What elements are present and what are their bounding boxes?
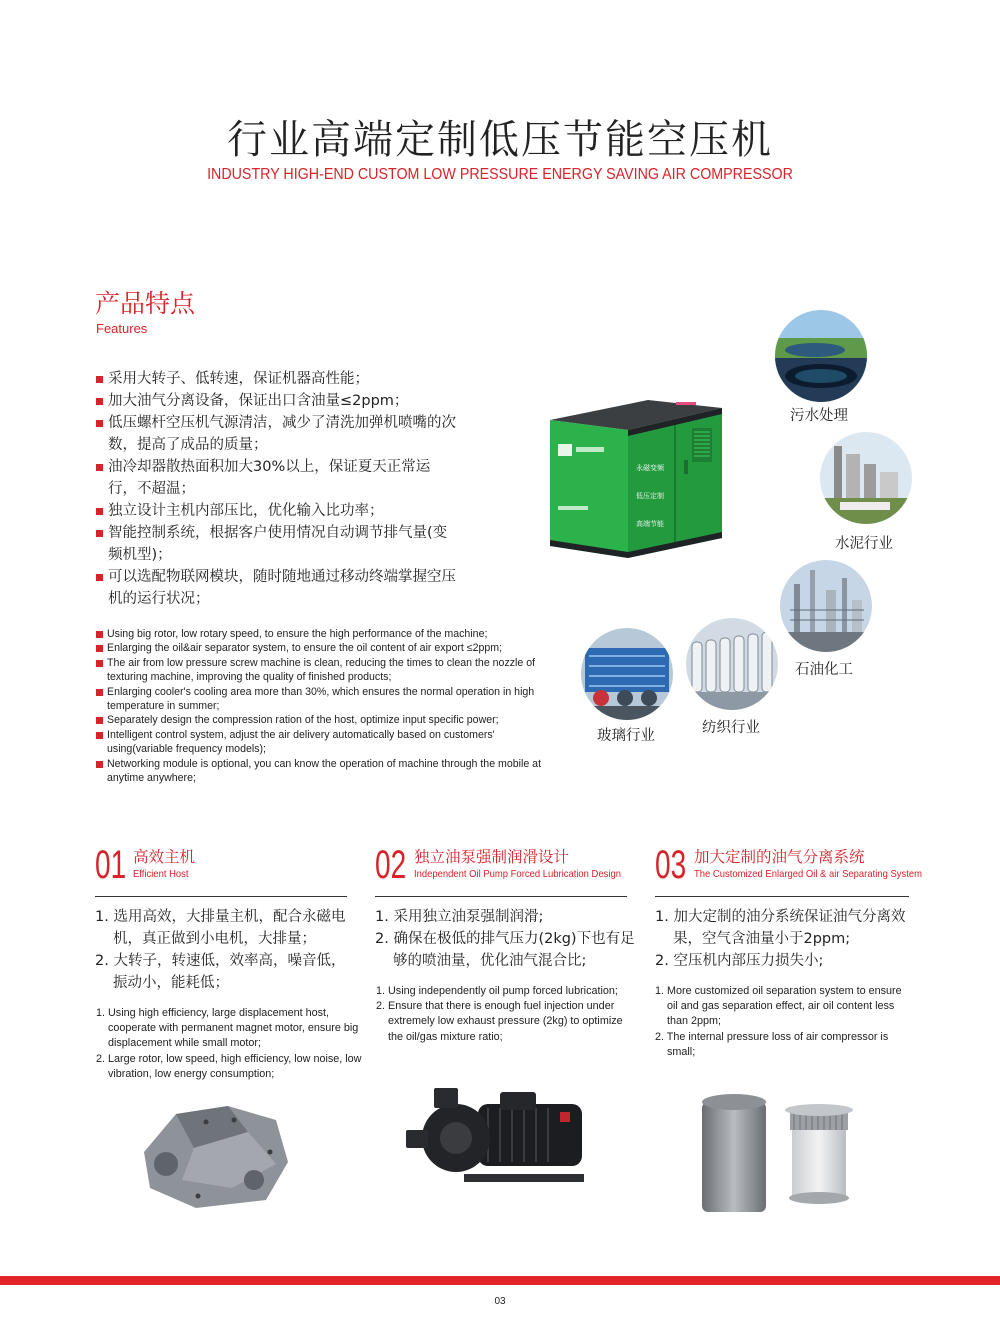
list-item: The air from low pressure screw machine is clean, reducing the times to clean the nozzle of texturing machine, improving the quality of finished products; bbox=[96, 656, 556, 685]
panel-label: 低压定制 bbox=[636, 492, 664, 500]
section-subtitle: Efficient Host bbox=[133, 868, 189, 880]
list-item: 2. 空压机内部压力损失小; bbox=[655, 953, 824, 969]
list-item: Using big rotor, low rotary speed, to ensure the high performance of the machine; bbox=[96, 627, 556, 641]
petrochemical-plant-icon bbox=[780, 560, 872, 652]
features-list-en bbox=[96, 627, 556, 785]
list-item: Enlarging cooler's cooling area more than 30%, which ensures the normal operation in high temperature in summer; bbox=[96, 685, 556, 714]
list-item: 采用大转子、低转速，保证机器高性能； bbox=[96, 368, 456, 390]
industry-label: 纺织行业 bbox=[702, 720, 760, 736]
section-list-cn bbox=[375, 906, 635, 972]
list-item: 1. 选用高效，大排量主机，配合永磁电机，真正做到小电机，大排量； bbox=[95, 909, 346, 947]
panel-label: 永磁变频 bbox=[636, 464, 664, 472]
industry-label: 水泥行业 bbox=[835, 536, 893, 552]
cement-plant-icon bbox=[820, 432, 912, 524]
section-divider bbox=[655, 896, 909, 897]
section-subtitle: The Customized Enlarged Oil & air Separating System bbox=[694, 868, 922, 880]
wastewater-plant-icon bbox=[775, 310, 867, 402]
page-subtitle: INDUSTRY HIGH-END CUSTOM LOW PRESSURE ENERGY SAVING AIR COMPRESSOR bbox=[207, 166, 793, 183]
section-number: 02 bbox=[375, 843, 407, 887]
section-list-en bbox=[96, 1006, 364, 1082]
list-item: 1. Using high efficiency, large displacement host, cooperate with permanent magnet motor, ensure big displacement while small motor; bbox=[96, 1007, 359, 1050]
features-heading: 产品特点 bbox=[95, 289, 196, 318]
list-item: 1. More customized oil separation system to ensure oil and gas separation effect, air oil content less than 2ppm; bbox=[655, 985, 902, 1028]
footer-bar bbox=[0, 1276, 1000, 1285]
list-item: 2. 大转子，转速低，效率高，噪音低，振动小，能耗低； bbox=[95, 953, 346, 991]
compressor-host-image bbox=[136, 1092, 296, 1212]
list-item: Networking module is optional, you can know the operation of machine through the mobile at anytime anywhere; bbox=[96, 757, 556, 786]
list-item: 1. 加大定制的油分系统保证油气分离效果，空气含油量小于2ppm; bbox=[655, 909, 906, 947]
section-list-en bbox=[376, 984, 626, 1045]
section-number: 01 bbox=[95, 843, 127, 887]
list-item: 可以选配物联网模块，随时随地通过移动终端掌握空压机的运行状况； bbox=[96, 566, 456, 610]
section-number: 03 bbox=[655, 843, 687, 887]
section-title: 加大定制的油气分离系统 bbox=[694, 848, 865, 866]
section-list-cn bbox=[655, 906, 915, 972]
list-item: 低压螺杆空压机气源清洁，减少了清洗加弹机喷嘴的次数，提高了成品的质量； bbox=[96, 412, 456, 456]
list-item: Separately design the compression ration of the host, optimize input specific power; bbox=[96, 713, 556, 727]
list-item: 1. Using independently oil pump forced lubrication; bbox=[376, 985, 618, 997]
section-divider bbox=[375, 896, 627, 897]
glass-machinery-icon bbox=[581, 628, 673, 720]
industry-label: 污水处理 bbox=[790, 408, 848, 424]
list-item: 加大油气分离设备，保证出口含油量≤2ppm； bbox=[96, 390, 456, 412]
list-item: 智能控制系统，根据客户使用情况自动调节排气量(变频机型)； bbox=[96, 522, 456, 566]
panel-label: 高端节能 bbox=[636, 520, 664, 528]
section-title: 独立油泵强制润滑设计 bbox=[414, 848, 570, 866]
list-item: Intelligent control system, adjust the air delivery automatically based on customers' using(variable frequency models); bbox=[96, 728, 556, 757]
features-list-cn bbox=[96, 368, 456, 610]
air-compressor-image bbox=[548, 398, 724, 566]
industry-label: 玻璃行业 bbox=[597, 728, 655, 744]
oil-pump-image bbox=[404, 1082, 604, 1190]
section-subtitle: Independent Oil Pump Forced Lubrication Design bbox=[414, 868, 621, 880]
industry-label: 石油化工 bbox=[795, 662, 853, 678]
textile-machines-icon bbox=[686, 618, 778, 710]
list-item: 2. Ensure that there is enough fuel injection under extremely low exhaust pressure (2kg) to optimize the oil/gas mixture ratio; bbox=[376, 1000, 623, 1043]
section-list-en bbox=[655, 984, 905, 1060]
list-item: 2. The internal pressure loss of air compressor is small; bbox=[655, 1030, 889, 1058]
section-list-cn bbox=[95, 906, 355, 994]
oil-separator-image bbox=[700, 1088, 860, 1214]
list-item: 2. Large rotor, low speed, high efficiency, low noise, low vibration, low energy consumption; bbox=[96, 1052, 362, 1080]
page-title: 行业高端定制低压节能空压机 bbox=[227, 117, 773, 163]
list-item: 1. 采用独立油泵强制润滑; bbox=[375, 909, 544, 925]
list-item: 独立设计主机内部压比，优化输入比功率； bbox=[96, 500, 456, 522]
list-item: Enlarging the oil&air separator system, to ensure the oil content of air export ≤2ppm; bbox=[96, 641, 556, 655]
list-item: 2. 确保在极低的排气压力(2kg)下也有足够的喷油量，优化油气混合比; bbox=[375, 931, 635, 969]
section-divider bbox=[95, 896, 347, 897]
page-number: 03 bbox=[494, 1296, 506, 1307]
features-heading-en: Features bbox=[96, 321, 148, 336]
section-title: 高效主机 bbox=[133, 848, 196, 866]
list-item: 油冷却器散热面积加大30%以上，保证夏天正常运行，不超温； bbox=[96, 456, 456, 500]
